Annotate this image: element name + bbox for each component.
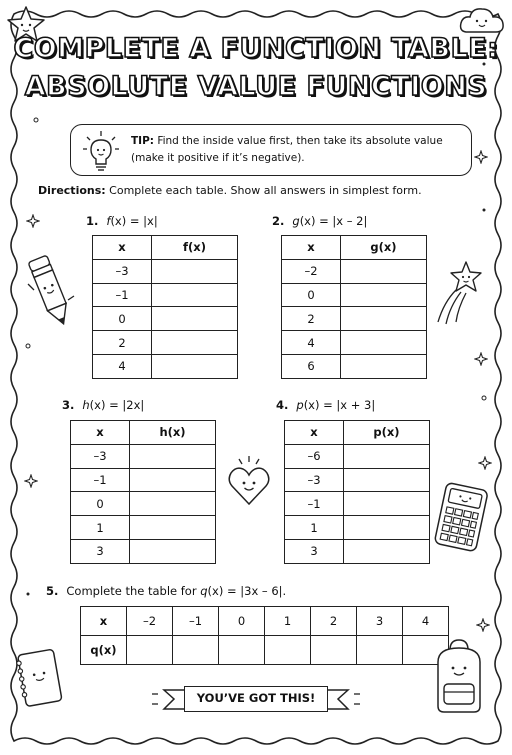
heart-icon	[226, 454, 272, 508]
notebook-icon	[12, 646, 66, 712]
x-value: 1	[265, 607, 311, 636]
answer-cell[interactable]	[130, 492, 216, 516]
x-value: 4	[93, 354, 152, 378]
x-value: 2	[93, 331, 152, 355]
answer-cell[interactable]	[130, 468, 216, 492]
directions	[38, 184, 422, 197]
answer-cell[interactable]	[130, 444, 216, 468]
problem-4-label: 4. p(x) = |x + 3|	[276, 398, 376, 412]
x-value: 6	[282, 354, 341, 378]
column-header: x	[71, 421, 130, 445]
calculator-icon	[432, 482, 490, 554]
column-header: h(x)	[130, 421, 216, 445]
x-value: –3	[285, 468, 344, 492]
column-header: x	[285, 421, 344, 445]
answer-cell[interactable]	[130, 539, 216, 563]
pencil-icon	[24, 248, 78, 332]
x-value: 0	[71, 492, 130, 516]
answer-cell[interactable]	[344, 444, 430, 468]
answer-cell[interactable]	[152, 259, 238, 283]
answer-cell[interactable]	[341, 307, 427, 331]
backpack-icon	[428, 636, 490, 716]
row-header: q(x)	[81, 636, 127, 665]
x-value: 0	[93, 307, 152, 331]
x-value: –2	[127, 607, 173, 636]
function-table-3	[70, 420, 216, 564]
answer-cell[interactable]	[173, 636, 219, 665]
answer-cell[interactable]	[344, 468, 430, 492]
x-value: 2	[282, 307, 341, 331]
problem-3-label: 3. h(x) = |2x|	[62, 398, 145, 412]
answer-cell[interactable]	[265, 636, 311, 665]
x-value: 3	[71, 539, 130, 563]
answer-cell[interactable]	[344, 492, 430, 516]
answer-cell[interactable]	[341, 283, 427, 307]
tip-label: TIP:	[131, 135, 154, 147]
tip-body: Find the inside value first, then take its absolute value (make it positive if it’s negative).	[131, 135, 443, 164]
x-value: –6	[285, 444, 344, 468]
column-header: p(x)	[344, 421, 430, 445]
x-value: –1	[285, 492, 344, 516]
answer-cell[interactable]	[152, 354, 238, 378]
x-value: 1	[285, 516, 344, 540]
page-title-line1: COMPLETE A FUNCTION TABLE:	[13, 33, 499, 64]
x-value: 1	[71, 516, 130, 540]
x-value: –1	[71, 468, 130, 492]
tip-text	[131, 133, 466, 167]
column-header: x	[93, 236, 152, 260]
function-table-4	[284, 420, 430, 564]
x-value: 0	[282, 283, 341, 307]
answer-cell[interactable]	[127, 636, 173, 665]
answer-cell[interactable]	[344, 516, 430, 540]
x-value: –3	[71, 444, 130, 468]
problem-2-label: 2. g(x) = |x – 2|	[272, 214, 368, 228]
answer-cell[interactable]	[219, 636, 265, 665]
x-value: 4	[403, 607, 449, 636]
encouragement-banner: YOU’VE GOT THIS!	[184, 686, 328, 712]
column-header: x	[282, 236, 341, 260]
x-value: 3	[357, 607, 403, 636]
tip-box	[70, 124, 472, 176]
problem-5-label: 5. Complete the table for q(x) = |3x – 6|.	[46, 584, 287, 598]
problem-1-label: 1. f(x) = |x|	[86, 214, 158, 228]
function-table-2	[281, 235, 427, 379]
directions-label: Directions:	[38, 184, 106, 197]
x-value: 3	[285, 539, 344, 563]
function-table-1	[92, 235, 238, 379]
page-title-line2: ABSOLUTE VALUE FUNCTIONS	[24, 71, 488, 102]
answer-cell[interactable]	[344, 539, 430, 563]
answer-cell[interactable]	[152, 331, 238, 355]
answer-cell[interactable]	[357, 636, 403, 665]
row-header: x	[81, 607, 127, 636]
answer-cell[interactable]	[341, 331, 427, 355]
lightbulb-icon	[81, 129, 121, 173]
x-value: 4	[282, 331, 341, 355]
function-table-5	[80, 606, 449, 665]
answer-cell[interactable]	[341, 259, 427, 283]
x-value: –1	[93, 283, 152, 307]
shooting-star-icon	[430, 258, 490, 328]
column-header: f(x)	[152, 236, 238, 260]
column-header: g(x)	[341, 236, 427, 260]
answer-cell[interactable]	[130, 516, 216, 540]
directions-text: Complete each table. Show all answers in simplest form.	[109, 184, 422, 197]
x-value: –2	[282, 259, 341, 283]
answer-cell[interactable]	[311, 636, 357, 665]
x-value: –3	[93, 259, 152, 283]
answer-cell[interactable]	[341, 354, 427, 378]
answer-cell[interactable]	[152, 307, 238, 331]
answer-cell[interactable]	[152, 283, 238, 307]
x-value: –1	[173, 607, 219, 636]
x-value: 0	[219, 607, 265, 636]
x-value: 2	[311, 607, 357, 636]
